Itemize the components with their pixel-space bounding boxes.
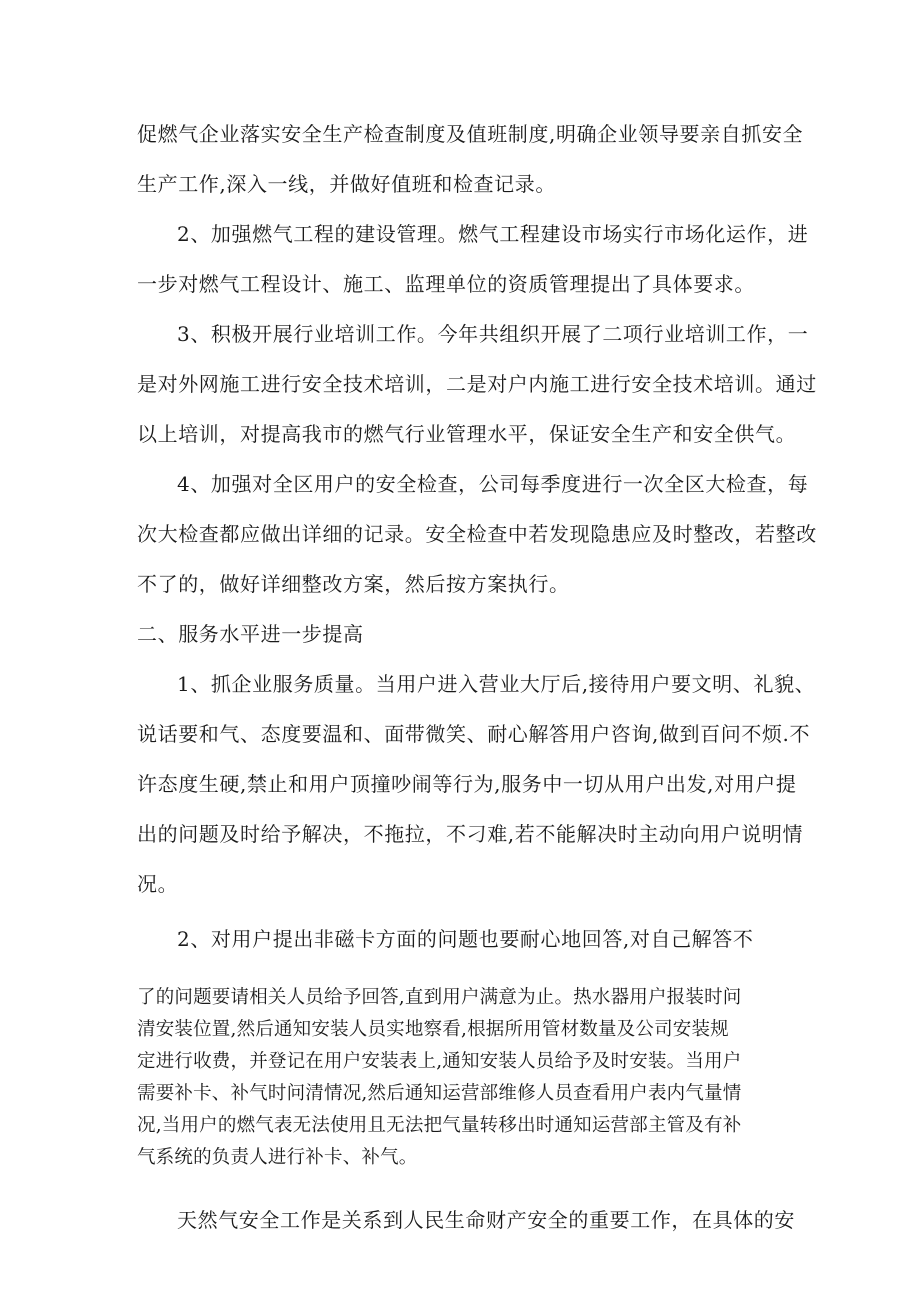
text-line: 以上培训，对提高我市的燃气行业管理水平，保证安全生产和安全供气。 [137, 422, 797, 446]
text-line: 次大检查都应做出详细的记录。安全检查中若发现隐患应及时整改，若整改 [137, 522, 817, 546]
section-heading: 二、服务水平进一步提高 [137, 622, 364, 646]
closing-paragraph: 天然气安全工作是关系到人民生命财产安全的重要工作，在具体的安 [177, 1208, 795, 1232]
paragraph-service-2: 2、对用户提出非磁卡方面的问题也要耐心地回答,对自己解答不 [177, 927, 754, 951]
text-line: 出的问题及时给予解决，不拖拉，不刁难,若不能解决时主动向用户说明情 [137, 822, 804, 846]
text-line: 需要补卡、补气时问清情况,然后通知运营部维修人员查看用户表内气量情 [137, 1083, 742, 1104]
paragraph-item-3: 3、积极开展行业培训工作。今年共组织开展了二项行业培训工作，一 [177, 322, 809, 346]
paragraph-service-1: 1、抓企业服务质量。当用户进入营业大厅后,接待用户要文明、礼貌、 [177, 672, 816, 696]
text-line: 清安装位置,然后通知安装人员实地察看,根据所用管材数量及公司安装规 [137, 1019, 729, 1040]
text-line: 许态度生硬,禁止和用户顶撞吵闹等行为,服务中一切从用户出发,对用户提 [137, 772, 797, 796]
text-line: 况。 [137, 872, 179, 896]
text-line: 了的问题要请相关人员给予回答,直到用户满意为止。热水器用户报装时问 [137, 987, 742, 1008]
text-line: 不了的，做好详细整改方案，然后按方案执行。 [137, 572, 570, 596]
paragraph-item-2: 2、加强燃气工程的建设管理。燃气工程建设市场实行市场化运作，进 [177, 222, 809, 246]
text-line: 定进行收费，并登记在用户安装表上,通知安装人员给予及时安装。当用户 [137, 1051, 742, 1072]
paragraph-item-4: 4、加强对全区用户的安全检查，公司每季度进行一次全区大检查，每 [177, 472, 809, 496]
text-line: 一步对燃气工程设计、施工、监理单位的资质管理提出了具体要求。 [137, 272, 755, 296]
text-line: 况,当用户的燃气表无法使用且无法把气量转移出时通知运营部主管及有补 [137, 1115, 742, 1136]
text-line: 说话要和气、态度要温和、面带微笑、耐心解答用户咨询,做到百问不烦.不 [137, 722, 811, 746]
text-line: 是对外网施工进行安全技术培训，二是对户内施工进行安全技术培训。通过 [137, 372, 817, 396]
text-line: 气系统的负责人进行补卡、补气。 [137, 1147, 418, 1168]
text-line: 促燃气企业落实安全生产检查制度及值班制度,明确企业领导要亲自抓安全 [137, 122, 804, 146]
text-line: 生产工作,深入一线，并做好值班和检查记录。 [137, 172, 556, 196]
